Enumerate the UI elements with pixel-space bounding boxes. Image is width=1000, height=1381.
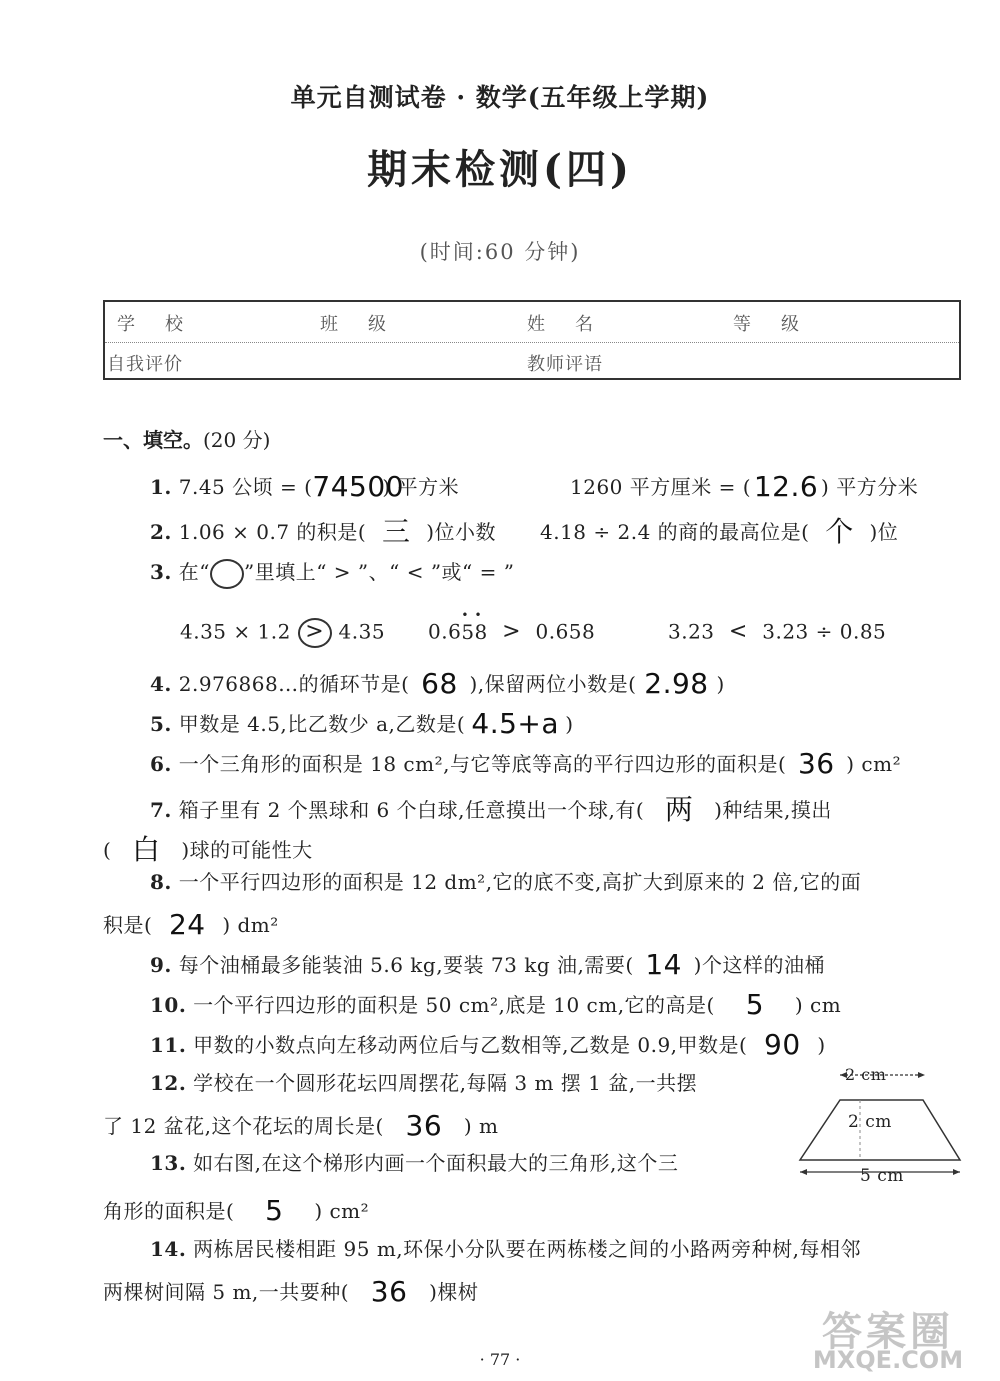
question-7 xyxy=(150,786,832,826)
q11-number: 11. xyxy=(150,1033,187,1057)
q3-compare-2 xyxy=(428,607,596,648)
question-9 xyxy=(150,946,825,979)
name-label: 姓 名 xyxy=(527,314,599,335)
q8-text-a: 一个平行四边形的面积是 12 dm²,它的底不变,高扩大到原来的 2 倍,它的面 xyxy=(178,870,862,894)
q3-repeating-digit-1 xyxy=(461,607,475,644)
q8-number: 8. xyxy=(150,870,172,894)
question-5 xyxy=(150,705,574,738)
question-6 xyxy=(150,745,901,778)
class-label: 班 级 xyxy=(320,314,392,335)
q3-expr-1: 4.35 × 1.2 xyxy=(180,619,291,644)
watermark-logo xyxy=(788,1300,988,1375)
q3-number: 3. xyxy=(150,560,172,584)
q3-text-b: ”里填上“ > ”、“ < ”或“ = ” xyxy=(243,560,515,584)
self-eval-label: 自我评价 xyxy=(107,354,183,375)
q4-answer-1: 68 xyxy=(421,667,458,700)
q4-number: 4. xyxy=(150,672,172,696)
q9-text-b: )个这样的油桶 xyxy=(693,953,825,977)
question-2 xyxy=(150,508,496,548)
q11-answer-1: 90 xyxy=(764,1028,801,1061)
q3-text-a: 在“ xyxy=(178,560,210,584)
q12-text-a: 学校在一个圆形花坛四周摆花,每隔 3 m 摆 1 盆,一共摆 xyxy=(193,1071,698,1095)
q3-expr-3: 3.23 xyxy=(668,619,715,644)
q14-text-c: )棵树 xyxy=(429,1280,479,1304)
q8-answer-1: 24 xyxy=(168,908,206,941)
q9-text-a: 每个油桶最多能装油 5.6 kg,要装 73 kg 油,需要( xyxy=(178,953,634,977)
q12-text-c: ) m xyxy=(463,1114,499,1138)
q5-number: 5. xyxy=(150,712,172,736)
arrow-right-icon xyxy=(953,1169,960,1175)
q6-answer-1: 36 xyxy=(797,747,835,780)
q1-text-d: ) 平方分米 xyxy=(821,475,919,499)
q7-number: 7. xyxy=(150,798,172,822)
q4-text-b: ),保留两位小数是( xyxy=(469,672,637,696)
q2-answer-2: 个 xyxy=(825,515,854,548)
q3-compare-3 xyxy=(668,618,886,648)
watermark-main: 答案圈 xyxy=(822,1309,954,1355)
q7-text-c: ( xyxy=(103,838,112,862)
q6-text-a: 一个三角形的面积是 18 cm²,与它等底等高的平行四边形的面积是( xyxy=(178,752,787,776)
question-10 xyxy=(150,986,841,1019)
question-1 xyxy=(150,468,459,501)
q5-text-a: 甲数是 4.5,比乙数少 a,乙数是( xyxy=(178,712,466,736)
q7-answer-2: 白 xyxy=(132,833,161,866)
q1-text-c: 1260 平方厘米 = ( xyxy=(570,475,752,499)
q12-number: 12. xyxy=(150,1071,187,1095)
question-1-part-2 xyxy=(570,468,918,501)
q7-text-d: )球的可能性大 xyxy=(181,838,313,862)
question-13 xyxy=(150,1147,678,1176)
q13-number: 13. xyxy=(150,1151,187,1175)
q2-text-b: )位小数 xyxy=(426,520,497,544)
q13-text-c: ) cm² xyxy=(314,1199,370,1223)
q1-text-b: ) 平方米 xyxy=(382,475,460,499)
grade-label: 等 级 xyxy=(733,314,805,335)
q9-number: 9. xyxy=(150,953,172,977)
question-14-line-2 xyxy=(103,1273,478,1306)
q14-text-b: 两棵树间隔 5 m,一共要种( xyxy=(103,1280,350,1304)
q14-number: 14. xyxy=(150,1237,187,1261)
q4-answer-2: 2.98 xyxy=(644,667,709,700)
q13-text-b: 角形的面积是( xyxy=(103,1199,235,1223)
q13-text-a: 如右图,在这个梯形内画一个面积最大的三角形,这个三 xyxy=(193,1151,679,1175)
question-14 xyxy=(150,1233,861,1262)
arrow-right-icon xyxy=(918,1072,925,1078)
q2-text-c: 4.18 ÷ 2.4 的商的最高位是( xyxy=(540,520,810,544)
student-info-table xyxy=(103,300,961,380)
question-8-line-2 xyxy=(103,906,279,939)
q3-expr-1b: 4.35 xyxy=(338,619,386,644)
figure-top-label: 2 cm xyxy=(845,1065,887,1084)
question-11 xyxy=(150,1026,826,1059)
q1-answer-1: 74500 xyxy=(312,470,404,503)
time-limit: (时间:60 分钟) xyxy=(419,240,581,264)
q6-number: 6. xyxy=(150,752,172,776)
question-7-line-2 xyxy=(103,826,313,866)
question-12 xyxy=(150,1067,697,1096)
q1-answer-2: 12.6 xyxy=(753,470,819,503)
q3-digit-8: 8 xyxy=(474,619,488,644)
page-title: 期末检测(四) xyxy=(367,146,633,193)
q7-text-b: )种结果,摸出 xyxy=(714,798,832,822)
empty-circle-icon xyxy=(210,559,244,589)
q12-text-b: 了 12 盆花,这个花坛的周长是( xyxy=(103,1114,384,1138)
teacher-eval-label: 教师评语 xyxy=(527,354,603,375)
page-number: · 77 · xyxy=(479,1350,521,1369)
q3-sign-2: > xyxy=(502,619,522,644)
q10-answer-1: 5 xyxy=(745,988,765,1021)
q2-text-d: )位 xyxy=(869,520,899,544)
q2-answer-1: 三 xyxy=(381,515,411,548)
q5-text-b: ) xyxy=(565,712,574,736)
q7-answer-1: 两 xyxy=(664,793,694,826)
question-3 xyxy=(150,556,514,589)
q11-text-b: ) xyxy=(817,1033,826,1057)
figure-height-label: 2 cm xyxy=(848,1112,892,1132)
series-title: 单元自测试卷 · 数学(五年级上学期) xyxy=(290,83,710,112)
q9-answer-1: 14 xyxy=(645,948,682,981)
section-score: (20 分) xyxy=(203,428,271,452)
figure-bottom-label: 5 cm xyxy=(860,1166,904,1186)
q2-number: 2. xyxy=(150,520,172,544)
q13-answer-1: 5 xyxy=(265,1194,284,1227)
repeat-dot-icon: • xyxy=(461,607,469,622)
q8-text-b: 积是( xyxy=(103,913,153,937)
q1-text-a: 7.45 公顷 = ( xyxy=(178,475,313,499)
section-heading xyxy=(103,424,270,453)
q7-text-a: 箱子里有 2 个黑球和 6 个白球,任意摸出一个球,有( xyxy=(178,798,645,822)
q3-compare-1 xyxy=(180,618,385,648)
q3-expr-2b: 0.658 xyxy=(535,619,596,644)
q2-text-a: 1.06 × 0.7 的积是( xyxy=(178,520,367,544)
q4-text-c: ) xyxy=(716,672,725,696)
q3-sign-3: < xyxy=(728,619,748,644)
q10-text-b: ) cm xyxy=(794,993,842,1017)
repeat-dot-icon: • xyxy=(474,607,483,622)
q6-text-b: ) cm² xyxy=(846,752,902,776)
question-2-part-2 xyxy=(540,508,898,548)
q14-text-a: 两栋居民楼相距 95 m,环保小分队要在两栋楼之间的小路两旁种树,每相邻 xyxy=(193,1237,861,1261)
q3-digit-5: 5 xyxy=(461,619,475,644)
q10-number: 10. xyxy=(150,993,187,1017)
watermark-site: MXQE.COM xyxy=(812,1346,964,1374)
q12-answer-1: 36 xyxy=(405,1109,443,1142)
q11-text-a: 甲数的小数点向左移动两位后与乙数相等,乙数是 0.9,甲数是( xyxy=(193,1033,748,1057)
q10-text-a: 一个平行四边形的面积是 50 cm²,底是 10 cm,它的高是( xyxy=(193,993,715,1017)
question-8 xyxy=(150,866,861,895)
question-4 xyxy=(150,665,725,698)
q3-expr-3b: 3.23 ÷ 0.85 xyxy=(762,619,887,644)
q8-text-c: ) dm² xyxy=(222,913,279,937)
q3-expr-2a: 0.6 xyxy=(428,619,462,644)
question-12-line-2 xyxy=(103,1107,498,1140)
question-13-line-2 xyxy=(103,1192,369,1225)
section-label: 一、填空。 xyxy=(103,428,203,452)
q1-number: 1. xyxy=(150,475,172,499)
q4-text-a: 2.976868…的循环节是( xyxy=(178,672,410,696)
q14-answer-1: 36 xyxy=(370,1275,408,1308)
school-label: 学 校 xyxy=(117,314,189,335)
q3-sign-1: > xyxy=(298,618,332,648)
arrow-left-icon xyxy=(800,1169,807,1175)
q5-answer-1: 4.5+a xyxy=(471,707,560,740)
q3-repeating-digit-2 xyxy=(474,607,488,644)
